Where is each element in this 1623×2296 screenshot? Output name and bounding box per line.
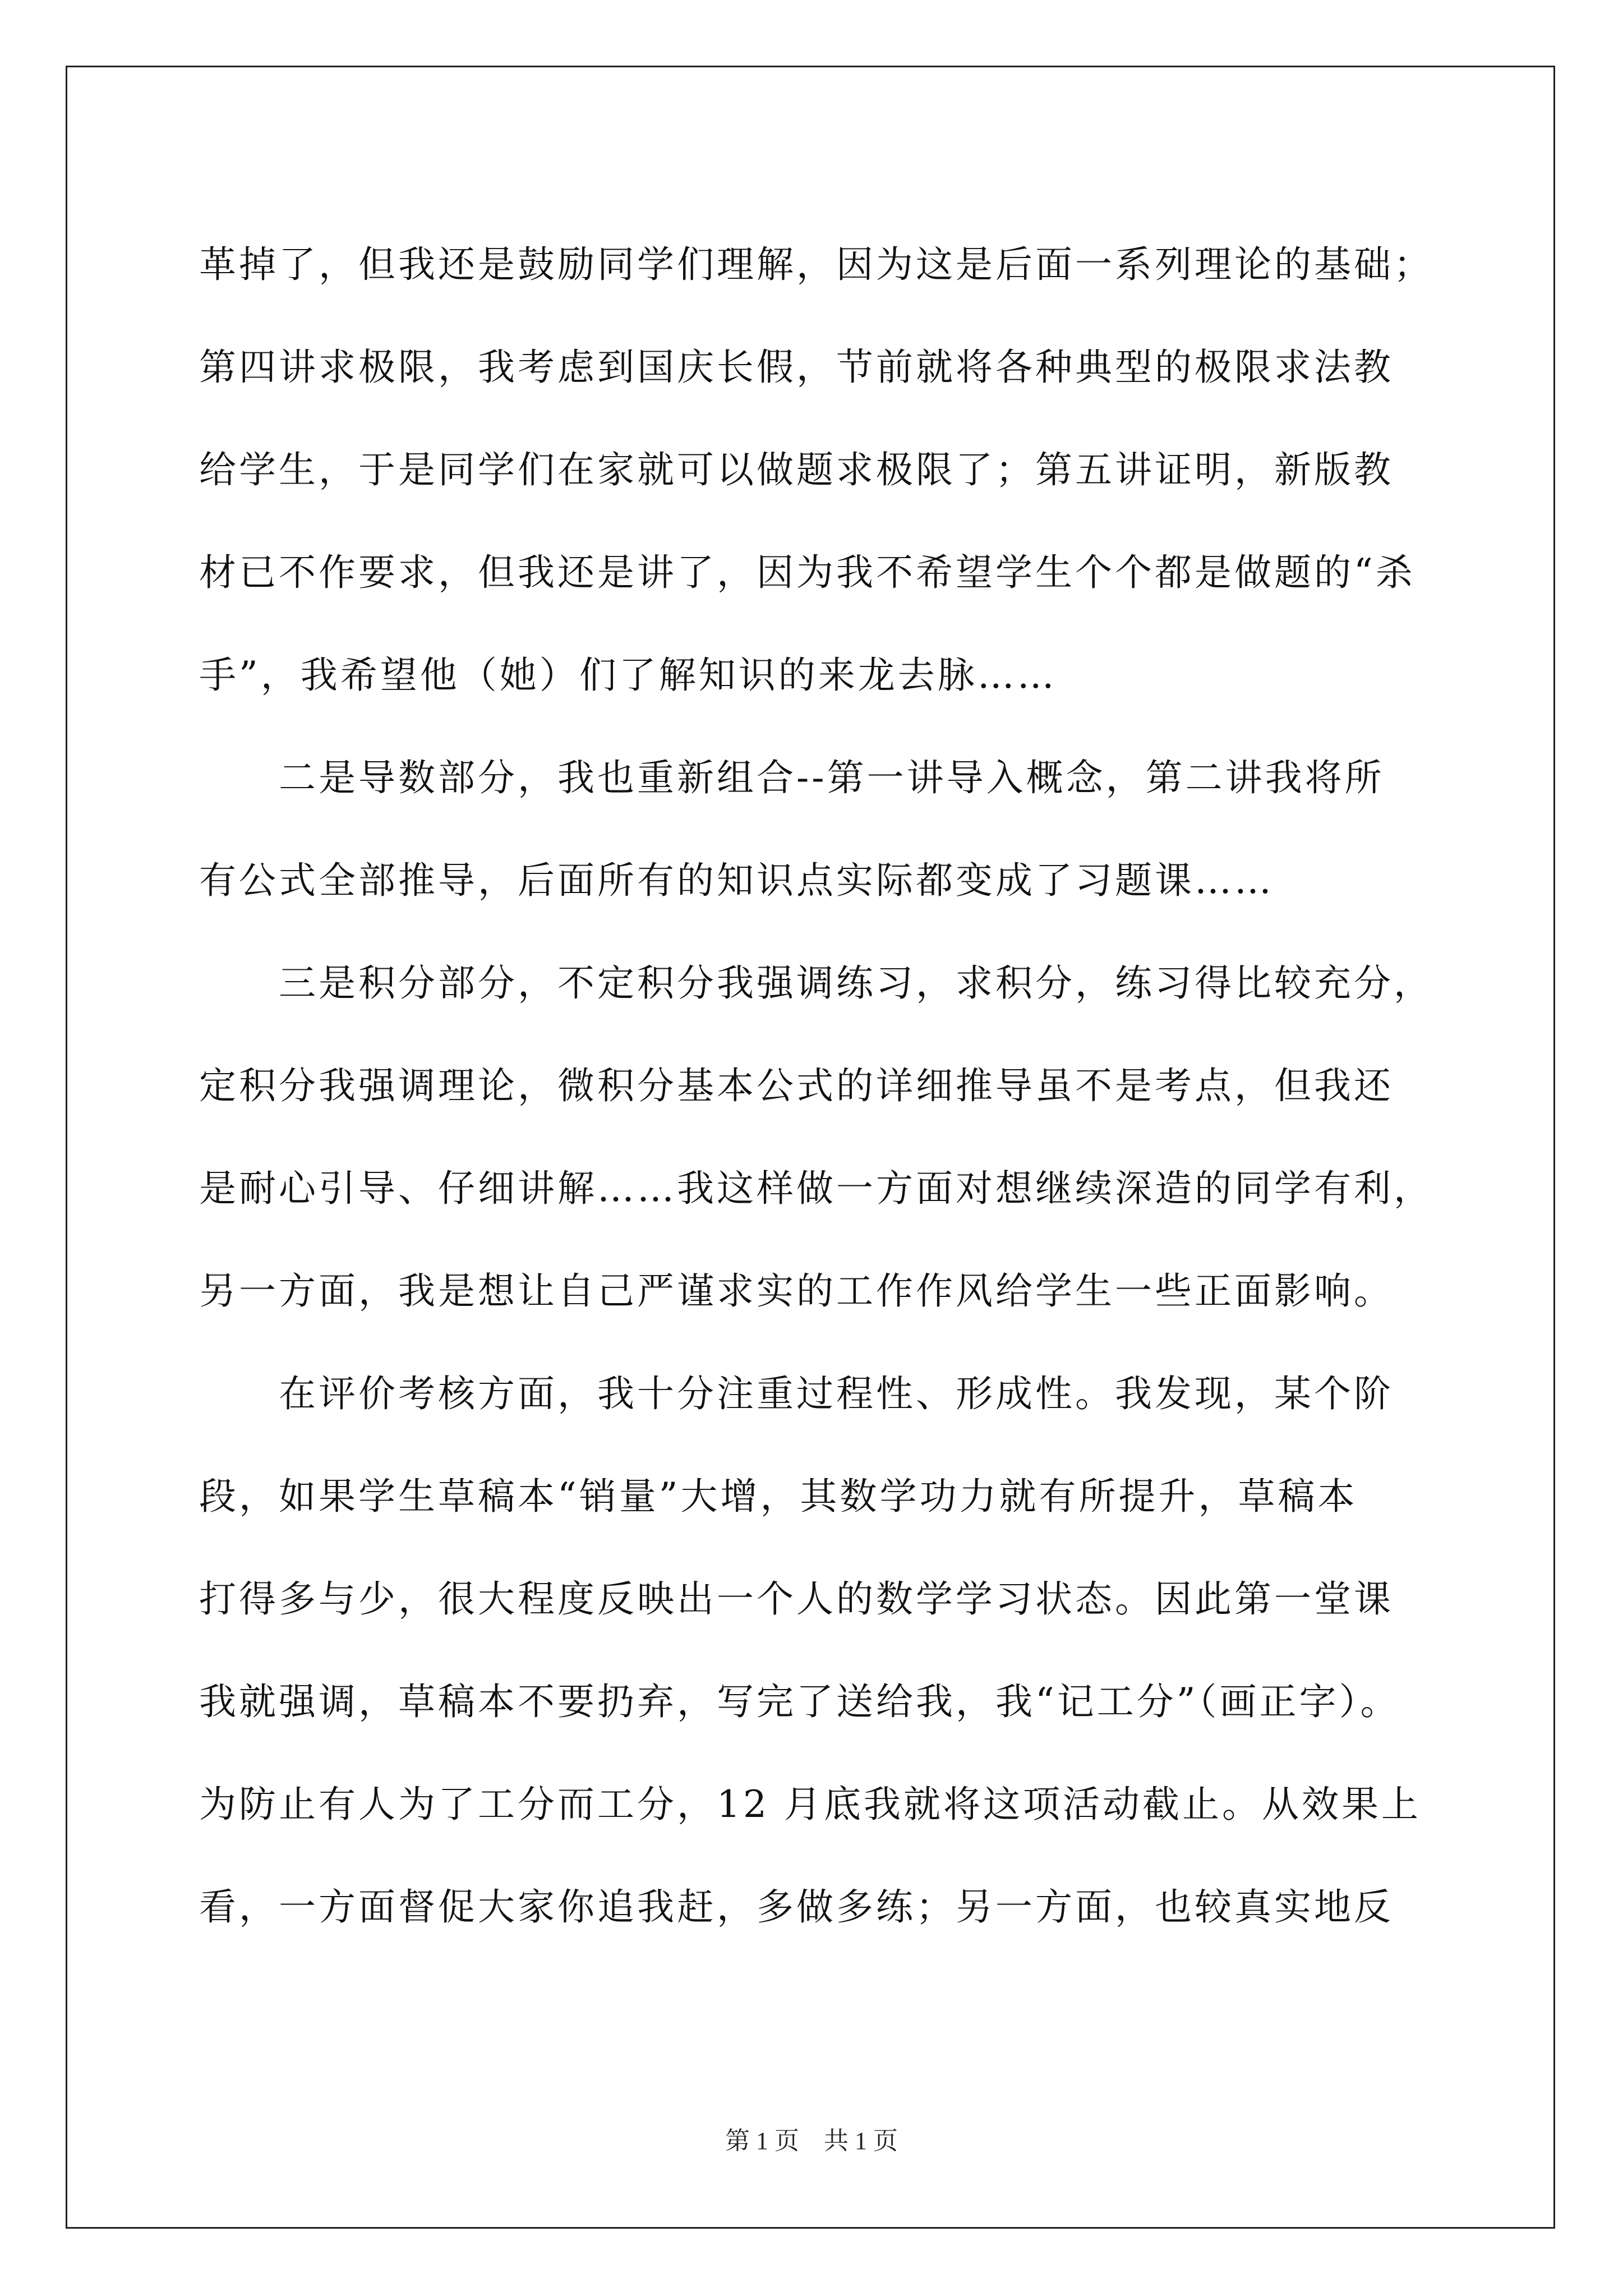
paragraph-start-line: 三是积分部分，不定积分我强调练习，求积分，练习得比较充分，: [279, 961, 1433, 1005]
text-line: 材已不作要求，但我还是讲了，因为我不希望学生个个都是做题的“杀: [199, 551, 1415, 594]
text-line: 打得多与少，很大程度反映出一个人的数学学习状态。因此第一堂课: [199, 1577, 1394, 1621]
text-line: 看，一方面督促大家你追我赶，多做多练；另一方面，也较真实地反: [199, 1885, 1394, 1929]
text-line: 是耐心引导、仔细讲解……我这样做一方面对想继续深造的同学有利，: [199, 1167, 1433, 1210]
page-footer: 第 1 页 共 1 页: [725, 2127, 898, 2155]
text-line: 革掉了，但我还是鼓励同学们理解，因为这是后面一系列理论的基础；: [199, 243, 1433, 286]
paragraph-start-line: 在评价考核方面，我十分注重过程性、形成性。我发现，某个阶: [279, 1372, 1394, 1415]
text-line: 另一方面，我是想让自己严谨求实的工作作风给学生一些正面影响。: [199, 1269, 1394, 1313]
paragraph-start-line: 二是导数部分，我也重新组合--第一讲导入概念，第二讲我将所: [279, 756, 1385, 799]
text-line: 给学生，于是同学们在家就可以做题求极限了；第五讲证明，新版教: [199, 448, 1394, 491]
text-line: 手”，我希望他（她）们了解知识的来龙去脉……: [199, 654, 1057, 697]
document-body: [199, 213, 1433, 1958]
text-line: 为防止有人为了工分而工分，12 月底我就将这项活动截止。从效果上: [199, 1783, 1421, 1826]
text-line: 第四讲求极限，我考虑到国庆长假，节前就将各种典型的极限求法教: [199, 346, 1394, 389]
text-line: 定积分我强调理论，微积分基本公式的详细推导虽不是考点，但我还: [199, 1064, 1394, 1107]
text-line: 我就强调，草稿本不要扔弃，写完了送给我，我“记工分”（画正字）。: [199, 1680, 1400, 1723]
text-line: 段，如果学生草稿本“销量”大增，其数学功力就有所提升，草稿本: [199, 1475, 1358, 1518]
text-line: 有公式全部推导，后面所有的知识点实际都变成了习题课……: [199, 859, 1274, 902]
